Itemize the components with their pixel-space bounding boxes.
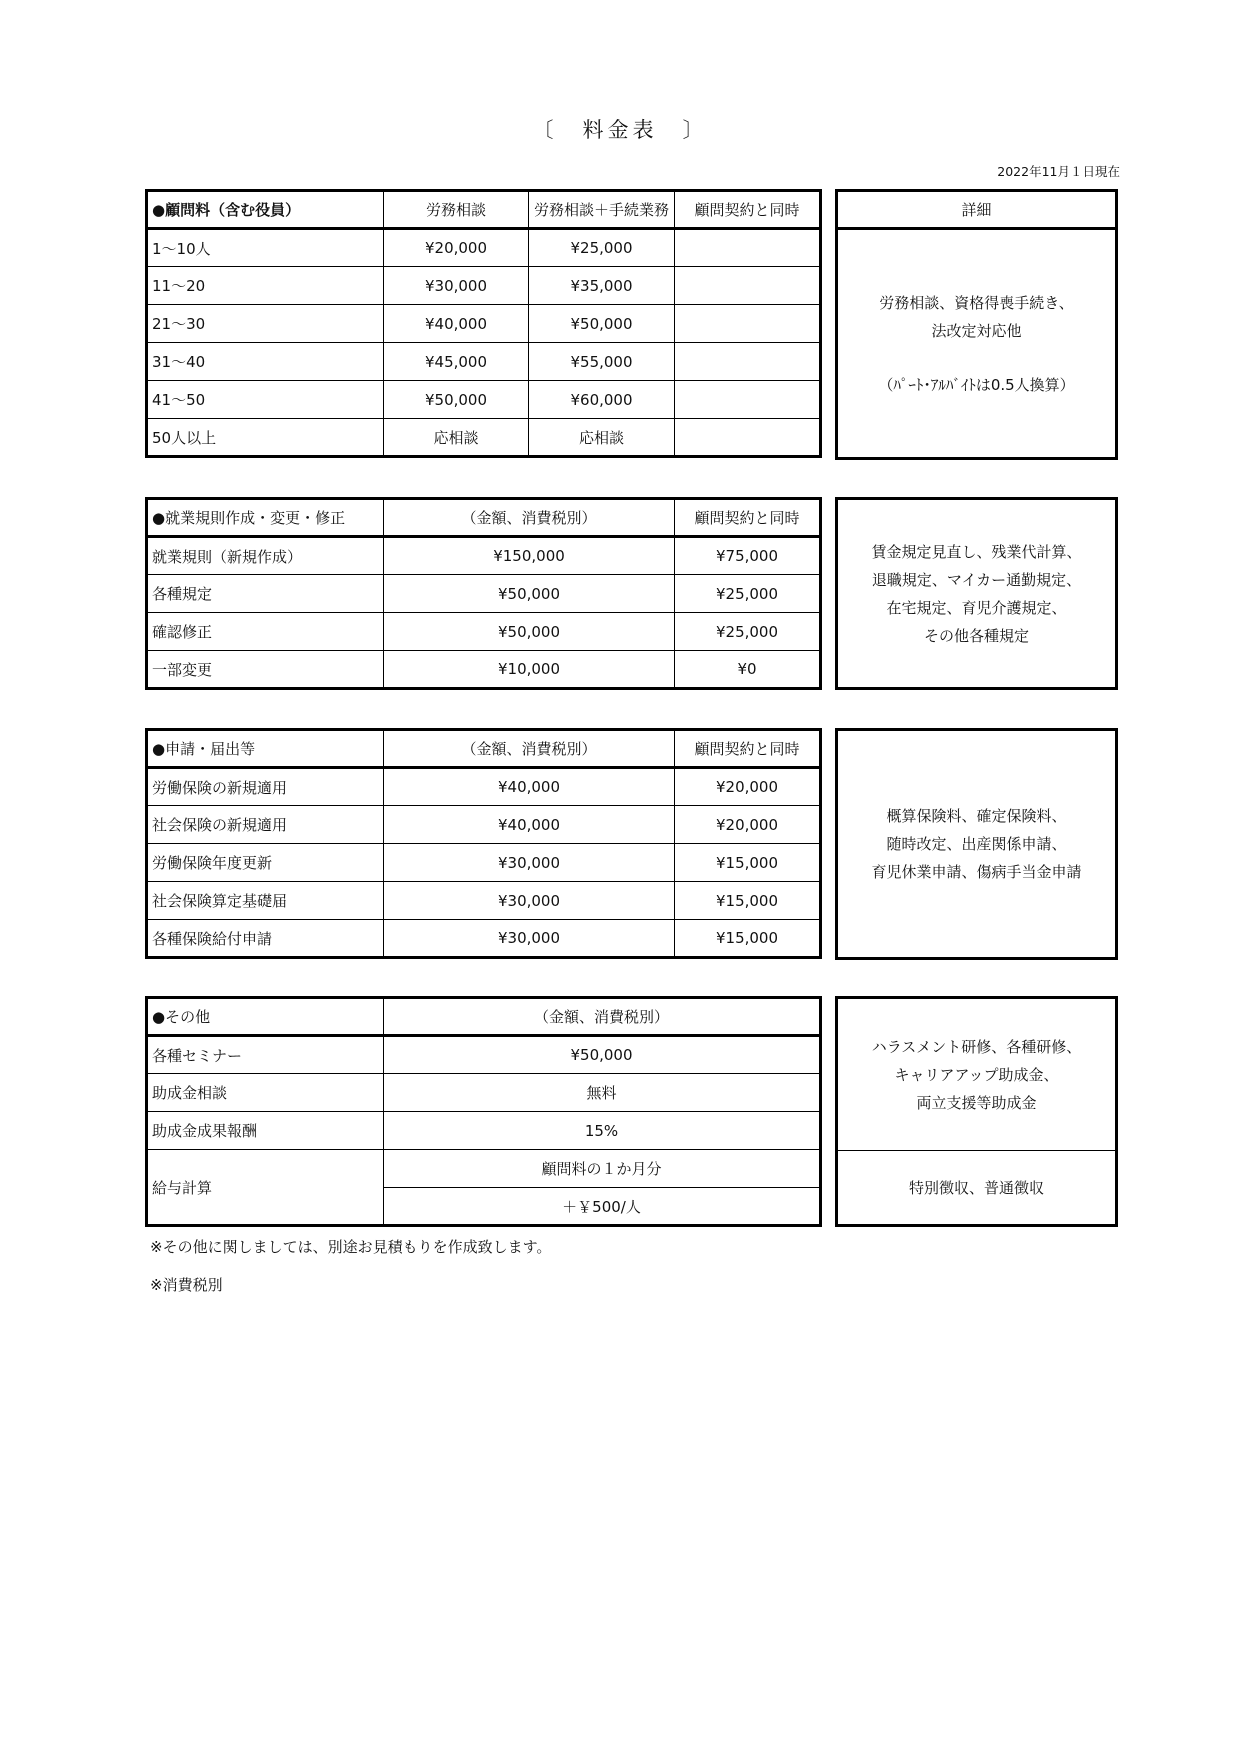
table-row	[147, 419, 821, 457]
fee-cell: ¥15,000	[675, 882, 821, 920]
fee-cell: ¥25,000	[675, 613, 821, 651]
fee-cell: ¥0	[675, 651, 821, 689]
detail-line: キャリアアップ助成金、	[894, 1065, 1059, 1084]
table-row	[147, 229, 821, 267]
filings-table	[145, 728, 822, 959]
fee-cell: ¥150,000	[384, 537, 675, 575]
table-row	[147, 844, 821, 882]
detail-line: 賃金規定見直し、残業代計算、	[871, 542, 1082, 561]
other-heading: ●その他	[147, 998, 384, 1036]
other-col-amount: （金額、消費税別）	[384, 998, 821, 1036]
fee-cell	[675, 381, 821, 419]
as-of-date: 2022年11月１日現在	[997, 164, 1120, 179]
row-label: 31～40	[147, 343, 384, 381]
detail-line: 在宅規定、育児介護規定、	[886, 598, 1067, 617]
detail-line: その他各種規定	[923, 626, 1029, 645]
fee-cell: ¥45,000	[384, 343, 529, 381]
table-row	[147, 768, 821, 806]
table-row	[147, 1112, 821, 1150]
row-label: 11～20	[147, 267, 384, 305]
detail-line: 退職規定、マイカー通勤規定、	[871, 570, 1082, 589]
detail-line: 随時改定、出産関係申請、	[886, 835, 1067, 853]
advisory-col-consult: 労務相談	[384, 191, 529, 229]
table-row	[147, 381, 821, 419]
other-table	[145, 996, 822, 1227]
row-label: 21～30	[147, 305, 384, 343]
fee-cell: ¥20,000	[675, 768, 821, 806]
detail-line: 概算保険料、確定保険料、	[886, 807, 1067, 825]
advisory-heading: ●顧問料（含む役員）	[147, 191, 384, 229]
row-label: 社会保険算定基礎届	[147, 882, 384, 920]
detail-line: 両立支援等助成金	[916, 1093, 1037, 1112]
work-rules-table	[145, 497, 822, 690]
filings-detail-box	[835, 728, 1118, 960]
row-label: 各種保険給付申請	[147, 920, 384, 958]
fee-cell: ¥40,000	[384, 305, 529, 343]
fee-cell: ¥15,000	[675, 920, 821, 958]
fee-cell: ¥40,000	[384, 768, 675, 806]
filings-col-amount: （金額、消費税別）	[384, 730, 675, 768]
footnote-tax: ※消費税別	[150, 1276, 223, 1294]
detail-line: ハラスメント研修、各種研修、	[871, 1037, 1082, 1056]
detail-line: （ﾊﾟｰﾄ･ｱﾙﾊﾞｲﾄは0.5人換算）	[878, 375, 1075, 394]
fee-cell: ¥35,000	[529, 267, 675, 305]
fee-cell: ¥75,000	[675, 537, 821, 575]
row-label: 社会保険の新規適用	[147, 806, 384, 844]
detail-line: 労務相談、資格得喪手続き、	[879, 293, 1074, 312]
fee-cell: ¥55,000	[529, 343, 675, 381]
row-label: 1～10人	[147, 229, 384, 267]
fee-cell: ¥25,000	[675, 575, 821, 613]
fee-cell: ¥30,000	[384, 844, 675, 882]
fee-cell: ¥30,000	[384, 882, 675, 920]
advisory-fee-table	[145, 189, 822, 458]
table-row	[147, 537, 821, 575]
detail-heading: 詳細	[838, 192, 1115, 230]
table-row	[147, 343, 821, 381]
table-row	[147, 651, 821, 689]
work-rules-heading: ●就業規則作成・変更・修正	[147, 499, 384, 537]
fee-cell: 無料	[384, 1074, 821, 1112]
row-label: 各種規定	[147, 575, 384, 613]
fee-cell	[675, 267, 821, 305]
row-label: 41～50	[147, 381, 384, 419]
row-label: 労働保険年度更新	[147, 844, 384, 882]
fee-cell: ¥30,000	[384, 267, 529, 305]
fee-cell: ¥50,000	[384, 613, 675, 651]
detail-line: 育児休業申請、傷病手当金申請	[871, 863, 1082, 881]
footnote-estimate: ※その他に関しましては、別途お見積もりを作成致します。	[150, 1238, 552, 1256]
advisory-col-consult-procedures: 労務相談＋手続業務	[529, 191, 675, 229]
fee-cell: ¥50,000	[529, 305, 675, 343]
fee-cell	[675, 343, 821, 381]
table-row	[147, 1150, 821, 1188]
table-row	[147, 305, 821, 343]
work-rules-col-concurrent: 顧問契約と同時	[675, 499, 821, 537]
work-rules-col-amount: （金額、消費税別）	[384, 499, 675, 537]
detail-line: 法改定対応他	[931, 321, 1022, 340]
payroll-detail: 特別徴収、普通徴収	[908, 1178, 1044, 1197]
fee-cell: 応相談	[384, 419, 529, 457]
row-label: 給与計算	[147, 1150, 384, 1226]
table-row	[147, 575, 821, 613]
fee-cell: ¥20,000	[384, 229, 529, 267]
table-row	[147, 267, 821, 305]
fee-cell: ¥50,000	[384, 575, 675, 613]
other-detail-box	[835, 996, 1118, 1227]
fee-cell: ＋￥500/人	[384, 1188, 821, 1226]
table-row	[147, 1036, 821, 1074]
fee-cell: ¥10,000	[384, 651, 675, 689]
row-label: 各種セミナー	[147, 1036, 384, 1074]
fee-cell: ¥15,000	[675, 844, 821, 882]
fee-cell: ¥50,000	[384, 381, 529, 419]
fee-cell: ¥60,000	[529, 381, 675, 419]
row-label: 労働保険の新規適用	[147, 768, 384, 806]
row-label: 就業規則（新規作成）	[147, 537, 384, 575]
fee-cell: ¥25,000	[529, 229, 675, 267]
row-label: 助成金成果報酬	[147, 1112, 384, 1150]
advisory-col-concurrent: 顧問契約と同時	[675, 191, 821, 229]
filings-col-concurrent: 顧問契約と同時	[675, 730, 821, 768]
table-row	[147, 1074, 821, 1112]
work-rules-detail-box	[835, 497, 1118, 690]
fee-cell: ¥20,000	[675, 806, 821, 844]
fee-cell	[675, 229, 821, 267]
table-row	[147, 613, 821, 651]
filings-heading: ●申請・届出等	[147, 730, 384, 768]
advisory-detail-box	[835, 189, 1118, 460]
fee-cell: ¥40,000	[384, 806, 675, 844]
fee-cell	[675, 305, 821, 343]
fee-cell	[675, 419, 821, 457]
page-title: 〔 料金表 〕	[532, 118, 708, 142]
row-label: 一部変更	[147, 651, 384, 689]
table-row	[147, 882, 821, 920]
fee-cell: 顧問料の１か月分	[384, 1150, 821, 1188]
fee-cell: ¥50,000	[384, 1036, 821, 1074]
table-row	[147, 806, 821, 844]
fee-cell: ¥30,000	[384, 920, 675, 958]
fee-cell: 応相談	[529, 419, 675, 457]
fee-cell: 15%	[384, 1112, 821, 1150]
row-label: 50人以上	[147, 419, 384, 457]
row-label: 助成金相談	[147, 1074, 384, 1112]
row-label: 確認修正	[147, 613, 384, 651]
table-row	[147, 920, 821, 958]
